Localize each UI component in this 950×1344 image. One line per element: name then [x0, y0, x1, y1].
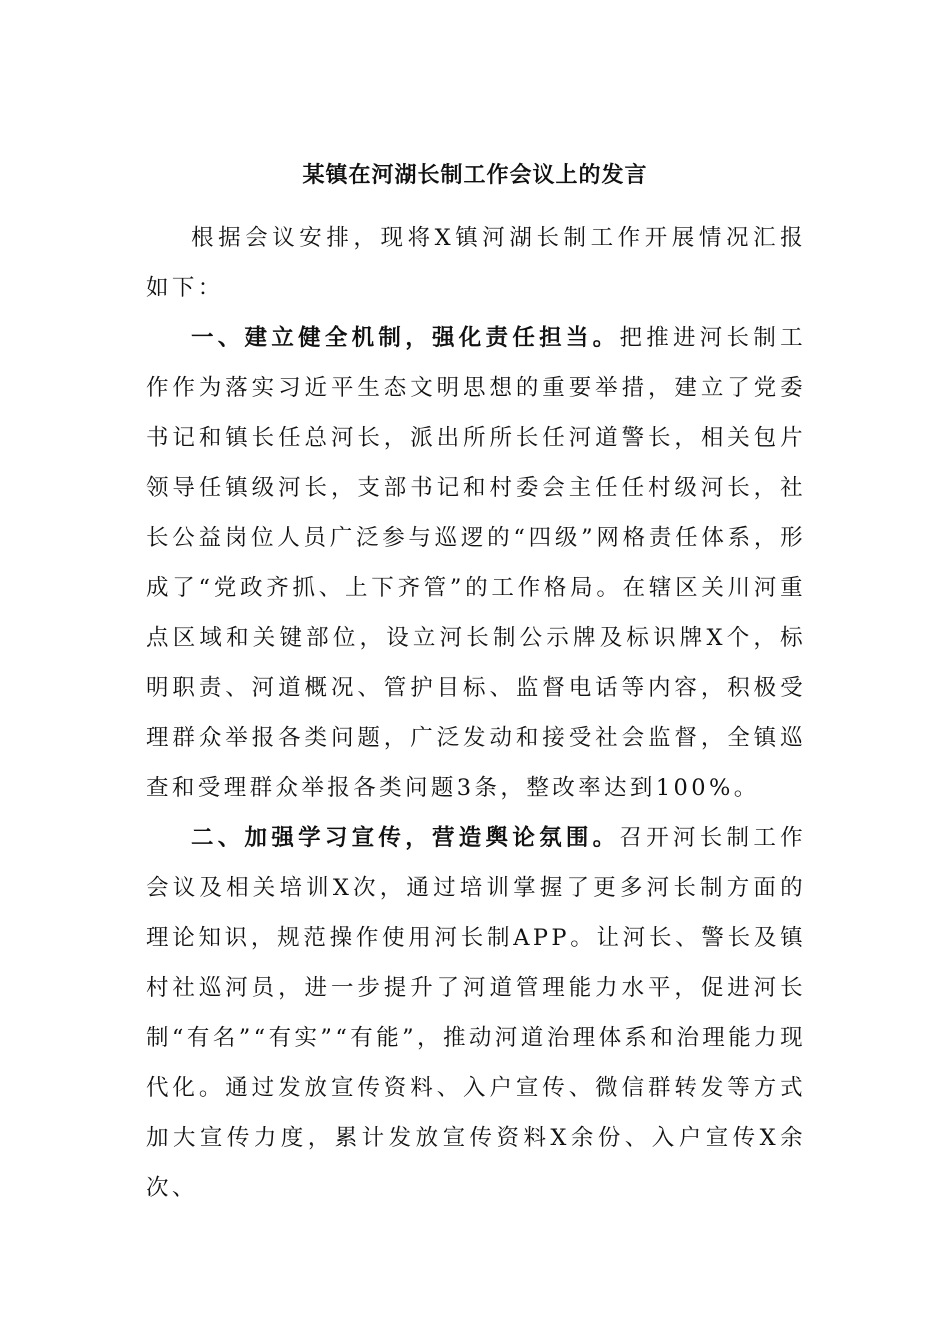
section-2-heading: 二、加强学习宣传，营造舆论氛围。	[191, 825, 620, 851]
intro-paragraph: 根据会议安排，现将X镇河湖长制工作开展情况汇报如下：	[146, 225, 806, 301]
document-title: 某镇在河湖长制工作会议上的发言	[302, 162, 648, 188]
section-2-text: 召开河长制工作会议及相关培训X次，通过培训掌握了更多河长制方面的理论知识，规范操作使用河长制APP。让河长、警长及镇村社巡河员，进一步提升了河道管理能力水平，促进河长制“有名”“有实”“有能”，推动河道治理体系和治理能力现代化。通过发放宣传资料、入户宣传、微信群转发等方式加大宣传力度，累计发放宣传资料X余份、入户宣传X余次、	[146, 825, 806, 1201]
section-1-heading: 一、建立健全机制，强化责任担当。	[191, 325, 620, 351]
section-1-paragraph	[146, 313, 806, 813]
document-body	[146, 213, 806, 1213]
section-2-paragraph	[146, 813, 806, 1213]
section-1-text: 把推进河长制工作作为落实习近平生态文明思想的重要举措，建立了党委书记和镇长任总河长，派出所所长任河道警长，相关包片领导任镇级河长，支部书记和村委会主任任村级河长，社长公益岗位人员广泛参与巡逻的“四级”网格责任体系，形成了“党政齐抓、上下齐管”的工作格局。在辖区关川河重点区域和关键部位，设立河长制公示牌及标识牌X个，标明职责、河道概况、管护目标、监督电话等内容，积极受理群众举报各类问题，广泛发动和接受社会监督，全镇巡查和受理群众举报各类问题3条，整改率达到100%。	[146, 325, 806, 801]
